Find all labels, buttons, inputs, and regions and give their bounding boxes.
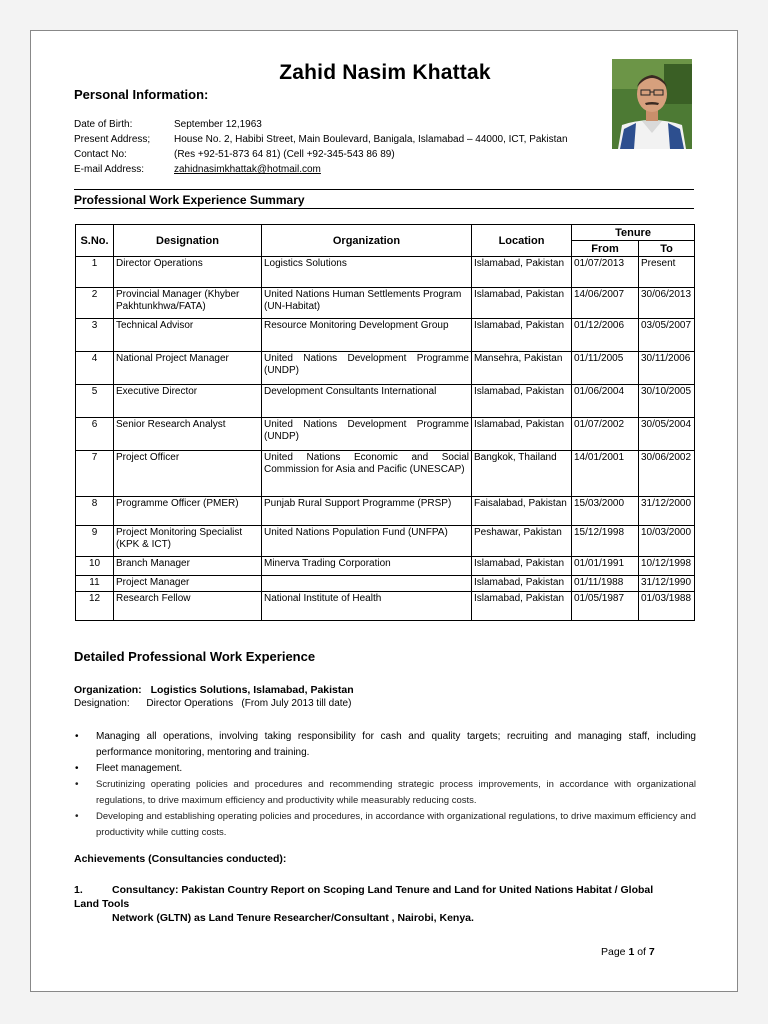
row-to: 30/11/2006: [639, 352, 695, 385]
row-from: 01/06/2004: [572, 385, 639, 418]
list-item: • Fleet management.: [74, 761, 696, 777]
table-row: [76, 288, 695, 319]
page-word: Page: [601, 946, 626, 958]
row-sno: 4: [76, 352, 114, 385]
row-to: 30/06/2013: [639, 288, 695, 319]
row-from: 15/03/2000: [572, 497, 639, 526]
row-designation: Executive Director: [114, 385, 262, 418]
row-designation: Research Fellow: [114, 592, 262, 621]
row-designation: National Project Manager: [114, 352, 262, 385]
header-sno: S.No.: [76, 225, 114, 257]
row-sno: 6: [76, 418, 114, 451]
list-item: • Developing and establishing operating policies and procedures, in accordance with organizational regulations, to drive maximum efficiency and productivity while cutting costs.: [74, 809, 696, 841]
row-designation: Director Operations: [114, 257, 262, 288]
portrait-image: [612, 59, 692, 149]
table-row: [76, 526, 695, 557]
row-to: Present: [639, 257, 695, 288]
table-row: [76, 385, 695, 418]
row-organization: United Nations Population Fund (UNFPA): [262, 526, 472, 557]
row-organization: Punjab Rural Support Programme (PRSP): [262, 497, 472, 526]
page-footer: [601, 946, 655, 958]
row-sno: 10: [76, 557, 114, 576]
table-row: [76, 592, 695, 621]
list-item: • Scrutinizing operating policies and procedures and recommending strategic process improvements, in accordance with organizational regulations, to drive maximum efficiency and productivity while measurably reducing costs.: [74, 777, 696, 809]
row-from: 01/01/1991: [572, 557, 639, 576]
experience-summary-table: [75, 224, 695, 621]
row-from: 14/01/2001: [572, 451, 639, 497]
row-sno: 5: [76, 385, 114, 418]
resume-name: Zahid Nasim Khattak: [279, 61, 491, 84]
row-from: 15/12/1998: [572, 526, 639, 557]
consultancy-role: Network (GLTN) as Land Tenure Researcher/Consultant , Nairobi, Kenya.: [112, 912, 474, 924]
responsibilities-list: [74, 729, 696, 841]
row-designation: Project Officer: [114, 451, 262, 497]
row-organization: Minerva Trading Corporation: [262, 557, 472, 576]
row-sno: 12: [76, 592, 114, 621]
header-location: Location: [472, 225, 572, 257]
email-link[interactable]: zahidnasimkhattak@hotmail.com: [174, 164, 321, 175]
row-organization: United Nations Human Settlements Program (UN-Habitat): [262, 288, 472, 319]
row-designation: Project Monitoring Specialist (KPK & ICT): [114, 526, 262, 557]
designation-line: [74, 698, 351, 709]
row-location: Islamabad, Pakistan: [472, 385, 572, 418]
row-designation: Branch Manager: [114, 557, 262, 576]
organization-label: Organization:: [74, 684, 142, 696]
row-from: 01/07/2013: [572, 257, 639, 288]
row-to: 31/12/2000: [639, 497, 695, 526]
row-organization: National Institute of Health: [262, 592, 472, 621]
email-row: [74, 163, 321, 177]
address-row: [74, 133, 568, 147]
row-organization: United Nations Development Programme (UNDP): [262, 418, 472, 451]
consultancy-title-cont: Land Tools: [74, 898, 130, 910]
row-organization: [262, 576, 472, 592]
row-from: 01/05/1987: [572, 592, 639, 621]
row-organization: Logistics Solutions: [262, 257, 472, 288]
detailed-heading: Detailed Professional Work Experience: [74, 649, 316, 664]
row-location: Islamabad, Pakistan: [472, 257, 572, 288]
row-organization: United Nations Development Programme (UNDP): [262, 352, 472, 385]
row-location: Mansehra, Pakistan: [472, 352, 572, 385]
row-location: Islamabad, Pakistan: [472, 288, 572, 319]
consultancy-item: [74, 883, 699, 925]
row-from: 01/12/2006: [572, 319, 639, 352]
table-row: [76, 451, 695, 497]
dob-row: [74, 118, 262, 132]
row-organization: Resource Monitoring Development Group: [262, 319, 472, 352]
summary-heading: Professional Work Experience Summary: [74, 193, 305, 207]
row-sno: 1: [76, 257, 114, 288]
dob-label: Date of Birth:: [74, 119, 133, 130]
row-organization: Development Consultants International: [262, 385, 472, 418]
page-total: 7: [648, 946, 655, 958]
row-location: Peshawar, Pakistan: [472, 526, 572, 557]
row-sno: 2: [76, 288, 114, 319]
header-organization: Organization: [262, 225, 472, 257]
row-to: 30/05/2004: [639, 418, 695, 451]
designation-label: Designation:: [74, 698, 130, 709]
row-location: Islamabad, Pakistan: [472, 576, 572, 592]
table-row: [76, 557, 695, 576]
header-from: From: [572, 241, 639, 257]
header-to: To: [639, 241, 695, 257]
row-from: 01/07/2002: [572, 418, 639, 451]
row-designation: Technical Advisor: [114, 319, 262, 352]
profile-photo: [612, 59, 692, 149]
row-designation: Programme Officer (PMER): [114, 497, 262, 526]
summary-heading-underline: [74, 208, 694, 209]
contact-value: (Res +92-51-873 64 81) (Cell +92-345-543 86 89): [174, 149, 395, 160]
row-sno: 9: [76, 526, 114, 557]
personal-info-heading: Personal Information:: [74, 87, 209, 102]
table-row: [76, 497, 695, 526]
of-word: of: [637, 946, 646, 958]
row-to: 10/12/1998: [639, 557, 695, 576]
address-value: House No. 2, Habibi Street, Main Boulevard, Banigala, Islamabad – 44000, ICT, Pakistan: [174, 134, 568, 145]
consultancy-number: 1.: [74, 884, 83, 896]
row-sno: 11: [76, 576, 114, 592]
organization-value: Logistics Solutions, Islamabad, Pakistan: [150, 684, 354, 696]
contact-label: Contact No:: [74, 149, 127, 160]
page-current: 1: [628, 946, 635, 958]
row-from: 01/11/1988: [572, 576, 639, 592]
table-row: [76, 418, 695, 451]
row-location: Faisalabad, Pakistan: [472, 497, 572, 526]
email-label: E-mail Address:: [74, 164, 145, 175]
header-designation: Designation: [114, 225, 262, 257]
section-divider: [74, 189, 694, 190]
table-row: [76, 319, 695, 352]
row-designation: Project Manager: [114, 576, 262, 592]
table-row: [76, 576, 695, 592]
row-designation: Senior Research Analyst: [114, 418, 262, 451]
row-to: 30/10/2005: [639, 385, 695, 418]
row-from: 01/11/2005: [572, 352, 639, 385]
organization-line: [74, 684, 354, 696]
header-tenure: Tenure: [572, 225, 695, 241]
row-location: Islamabad, Pakistan: [472, 557, 572, 576]
row-to: 10/03/2000: [639, 526, 695, 557]
address-label: Present Address;: [74, 134, 151, 145]
row-location: Islamabad, Pakistan: [472, 592, 572, 621]
document-page: [30, 30, 738, 992]
row-to: 30/06/2002: [639, 451, 695, 497]
achievements-heading: Achievements (Consultancies conducted):: [74, 853, 287, 865]
row-to: 03/05/2007: [639, 319, 695, 352]
row-organization: United Nations Economic and Social Commission for Asia and Pacific (UNESCAP): [262, 451, 472, 497]
row-location: Bangkok, Thailand: [472, 451, 572, 497]
row-from: 14/06/2007: [572, 288, 639, 319]
list-item: • Managing all operations, involving taking responsibility for cash and quality targets; recruiting and managing staff, including performance monitoring, mentoring and training.: [74, 729, 696, 761]
row-sno: 8: [76, 497, 114, 526]
row-sno: 3: [76, 319, 114, 352]
consultancy-title: Consultancy: Pakistan Country Report on Scoping Land Tenure and Land for United Nations Habitat / Global: [112, 884, 654, 896]
row-to: 01/03/1988: [639, 592, 695, 621]
row-location: Islamabad, Pakistan: [472, 418, 572, 451]
designation-value: Director Operations (From July 2013 till date): [146, 698, 352, 709]
table-row: [76, 352, 695, 385]
row-designation: Provincial Manager (Khyber Pakhtunkhwa/FATA): [114, 288, 262, 319]
row-to: 31/12/1990: [639, 576, 695, 592]
row-location: Islamabad, Pakistan: [472, 319, 572, 352]
row-sno: 7: [76, 451, 114, 497]
contact-row: [74, 148, 395, 162]
table-row: [76, 257, 695, 288]
dob-value: September 12,1963: [174, 119, 262, 130]
